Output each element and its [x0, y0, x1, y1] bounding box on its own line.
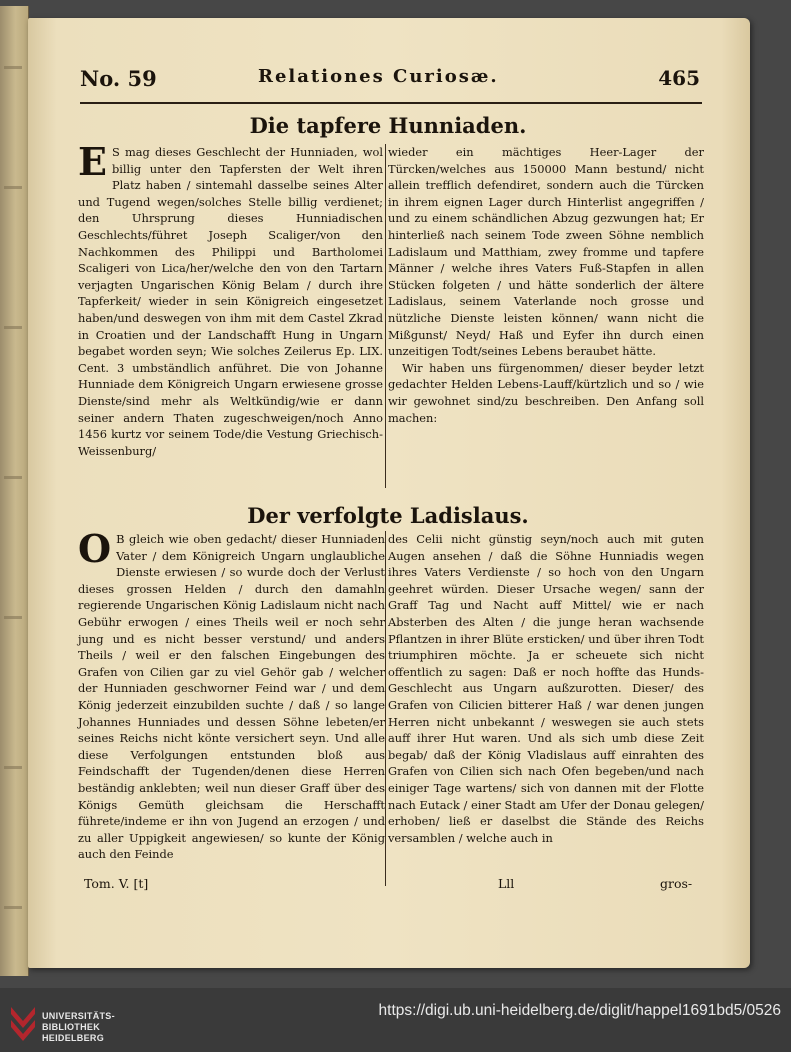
left-page-edge: [0, 6, 29, 976]
institution-name-line1: UNIVERSITÄTS-: [42, 1011, 115, 1021]
section2-column-left: [78, 526, 385, 863]
institution-name-line3: HEIDELBERG: [42, 1033, 105, 1043]
column-divider: [385, 531, 386, 886]
section-title-hunniaden: Die tapfere Hunniaden.: [249, 113, 527, 138]
running-head: [80, 66, 700, 100]
permalink-url[interactable]: https://digi.ub.uni-heidelberg.de/diglit/happel1691bd5/0526: [378, 1002, 781, 1019]
section1-text-right-para2: Wir haben uns fürgenommen/ dieser beyder letzt gedachter Helden Lebens-Lauff/kürtzlich und so / wie wir gewohnet sind/zu beschreiben. Den Anfang soll machen:: [388, 360, 704, 425]
section-title-ladislaus: Der verfolgte Ladislaus.: [247, 503, 529, 528]
book-title: Relationes Curiosæ.: [258, 66, 499, 87]
gathering-mark: Lll: [498, 876, 515, 891]
institution-name-line2: BIBLIOTHEK: [42, 1022, 100, 1032]
signature-mark: Tom. V. [t]: [84, 876, 149, 891]
dropcap-o: O: [78, 526, 112, 571]
section2-text-right: des Celii nicht günstig seyn/noch auch mit guten Augen ansehen / daß die Söhne Hunniadis wegen ihres Vaters Verdienste / so hoch von den Ungarn geehret würden. Dieser Ursache wegen/ sann der Graff Tag und Nacht auff Mittel/ wie er nach Absterben des Alten / die junge heran wachsende Pflantzen in ihrer Blüte ersticken/ und über ihren Todt triumphiren möchte. Ja er scheuete sich nicht offentlich zu sagen: Daß er noch hoffte das Hunds-Geschlecht aus Ungarn außzurotten. Dieser/ des Grafen von Cilicien bitterer Haß / war denen jungen Herren nicht unbekannt / weswegen sie auch stets auff ihrer Hut waren. Und als sich umb diese Zeit begab/ daß der König Vladislaus auff einrahten des Grafen von Cilien sich nach Ofen begeben/und nach einiger Tage wartens/ sich von dannen mit der Flotte nach Eutack / einer Stadt am Ufer der Donau gelegen/ erhoben/ ließ er daselbst die Stände des Reichs versamblen / welche auch in: [388, 532, 704, 845]
section1-text-left: S mag dieses Geschlecht der Hunniaden, wol billig unter den Tapfersten der Welt ihren Platz haben / sintemahl dasselbe seines Alter und Tugend wegen/solches Stelle billig verdienet; den Uhrsprung dieses Hunniadischen Geschlechts/führet Joseph Scaliger/von den Nachkommen des Philippi und Bartholomei Scaligeri von Lica/her/welche den von den Tartarn verjagten Ungarischen König Belam / durch ihre Tapferkeit/ wieder in sein Königreich eingesetzet haben/und deswegen von ihm mit dem Castel Zkrad in Croatien und der Landschafft Hung in Ungarn begabet worden seyn; Wie solches Zeilerus Ep. LIX. Cent. 3 umbständlich anführet. Die von Johanne Hunniade dem Königreich Ungarn erwiesene grosse Dienste/sind mehr als Weltkündig/wie er dann seiner andern Thaten zugeschweigen/noch Anno 1456 kurtz vor seinem Tode/die Vestung Griechisch-Weissenburg/: [78, 145, 383, 458]
university-logo-icon: [8, 1003, 38, 1043]
book-page: [28, 18, 750, 968]
section2-column-right: [388, 531, 704, 846]
page-number: 465: [658, 66, 700, 90]
catchword: gros-: [660, 876, 693, 891]
section1-column-right: [388, 144, 704, 426]
footer-bar: [0, 988, 791, 1052]
section2-text-left: B gleich wie oben gedacht/ dieser Hunniaden Vater / dem Königreich Ungarn unglaubliche Dienste erwiesen / so wurde doch der Verlust dieses grossen Helden / durch den damahln regierende Ungarischen König Ladislaum nicht nach Gebühr erwogen / eines Theils weil er noch sehr jung und es nicht besser verstund/ und anders Theils / weil er den falschen Eingebungen des Grafen von Cilien gar zu viel Gehör gab / welcher der Hunniaden geschworner Feind war / und dem König jederzeit einzubilden suchte / daß / so lange Johannes Hunniades und dessen Söhne lebeten/er seines Reichs nicht könte versichert seyn. Und alle diese Verfolgungen entstunden bloß aus Feindschafft der Tugenden/denen diese Herren beständig anklebten; weil nun dieser Graff über des Königs Gemüth gleichsam die Herschafft führete/indeme er ihn von Jugend an erzogen / und zu aller Uppigkeit angewiesen/ so kunte der König auch den Feinde: [78, 532, 385, 862]
page-number-label: No. 59: [80, 66, 157, 91]
dropcap-e: E: [78, 139, 107, 184]
section1-column-left: [78, 139, 383, 459]
header-rule: [80, 102, 702, 104]
section1-text-right: wieder ein mächtiges Heer-Lager der Türcken/welches aus 150000 Mann bestund/ nicht allein trefflich defendiret, sondern auch die Türcken in ihrem eignen Lager durch Hinterlist angegriffen / und zu einem schändlichen Abzug gezwungen hat; Er hinterließ nach seinem Tode zween Söhne nemblich Ladislaum und Matthiam, zwey fromme und tapfere Männer / welche ihres Vaters Fuß-Stapfen in allen Stücken folgeten / und hätte sonderlich der ältere Ladislaus, seinem Vaterlande noch grosse und nützliche Dienste leisten können/ wann nicht die Mißgunst/ Neyd/ Haß und Eyfer ihn durch einen unzeitigen Todt/seines Lebens beraubet hätte.: [388, 145, 704, 359]
column-divider: [385, 144, 386, 488]
